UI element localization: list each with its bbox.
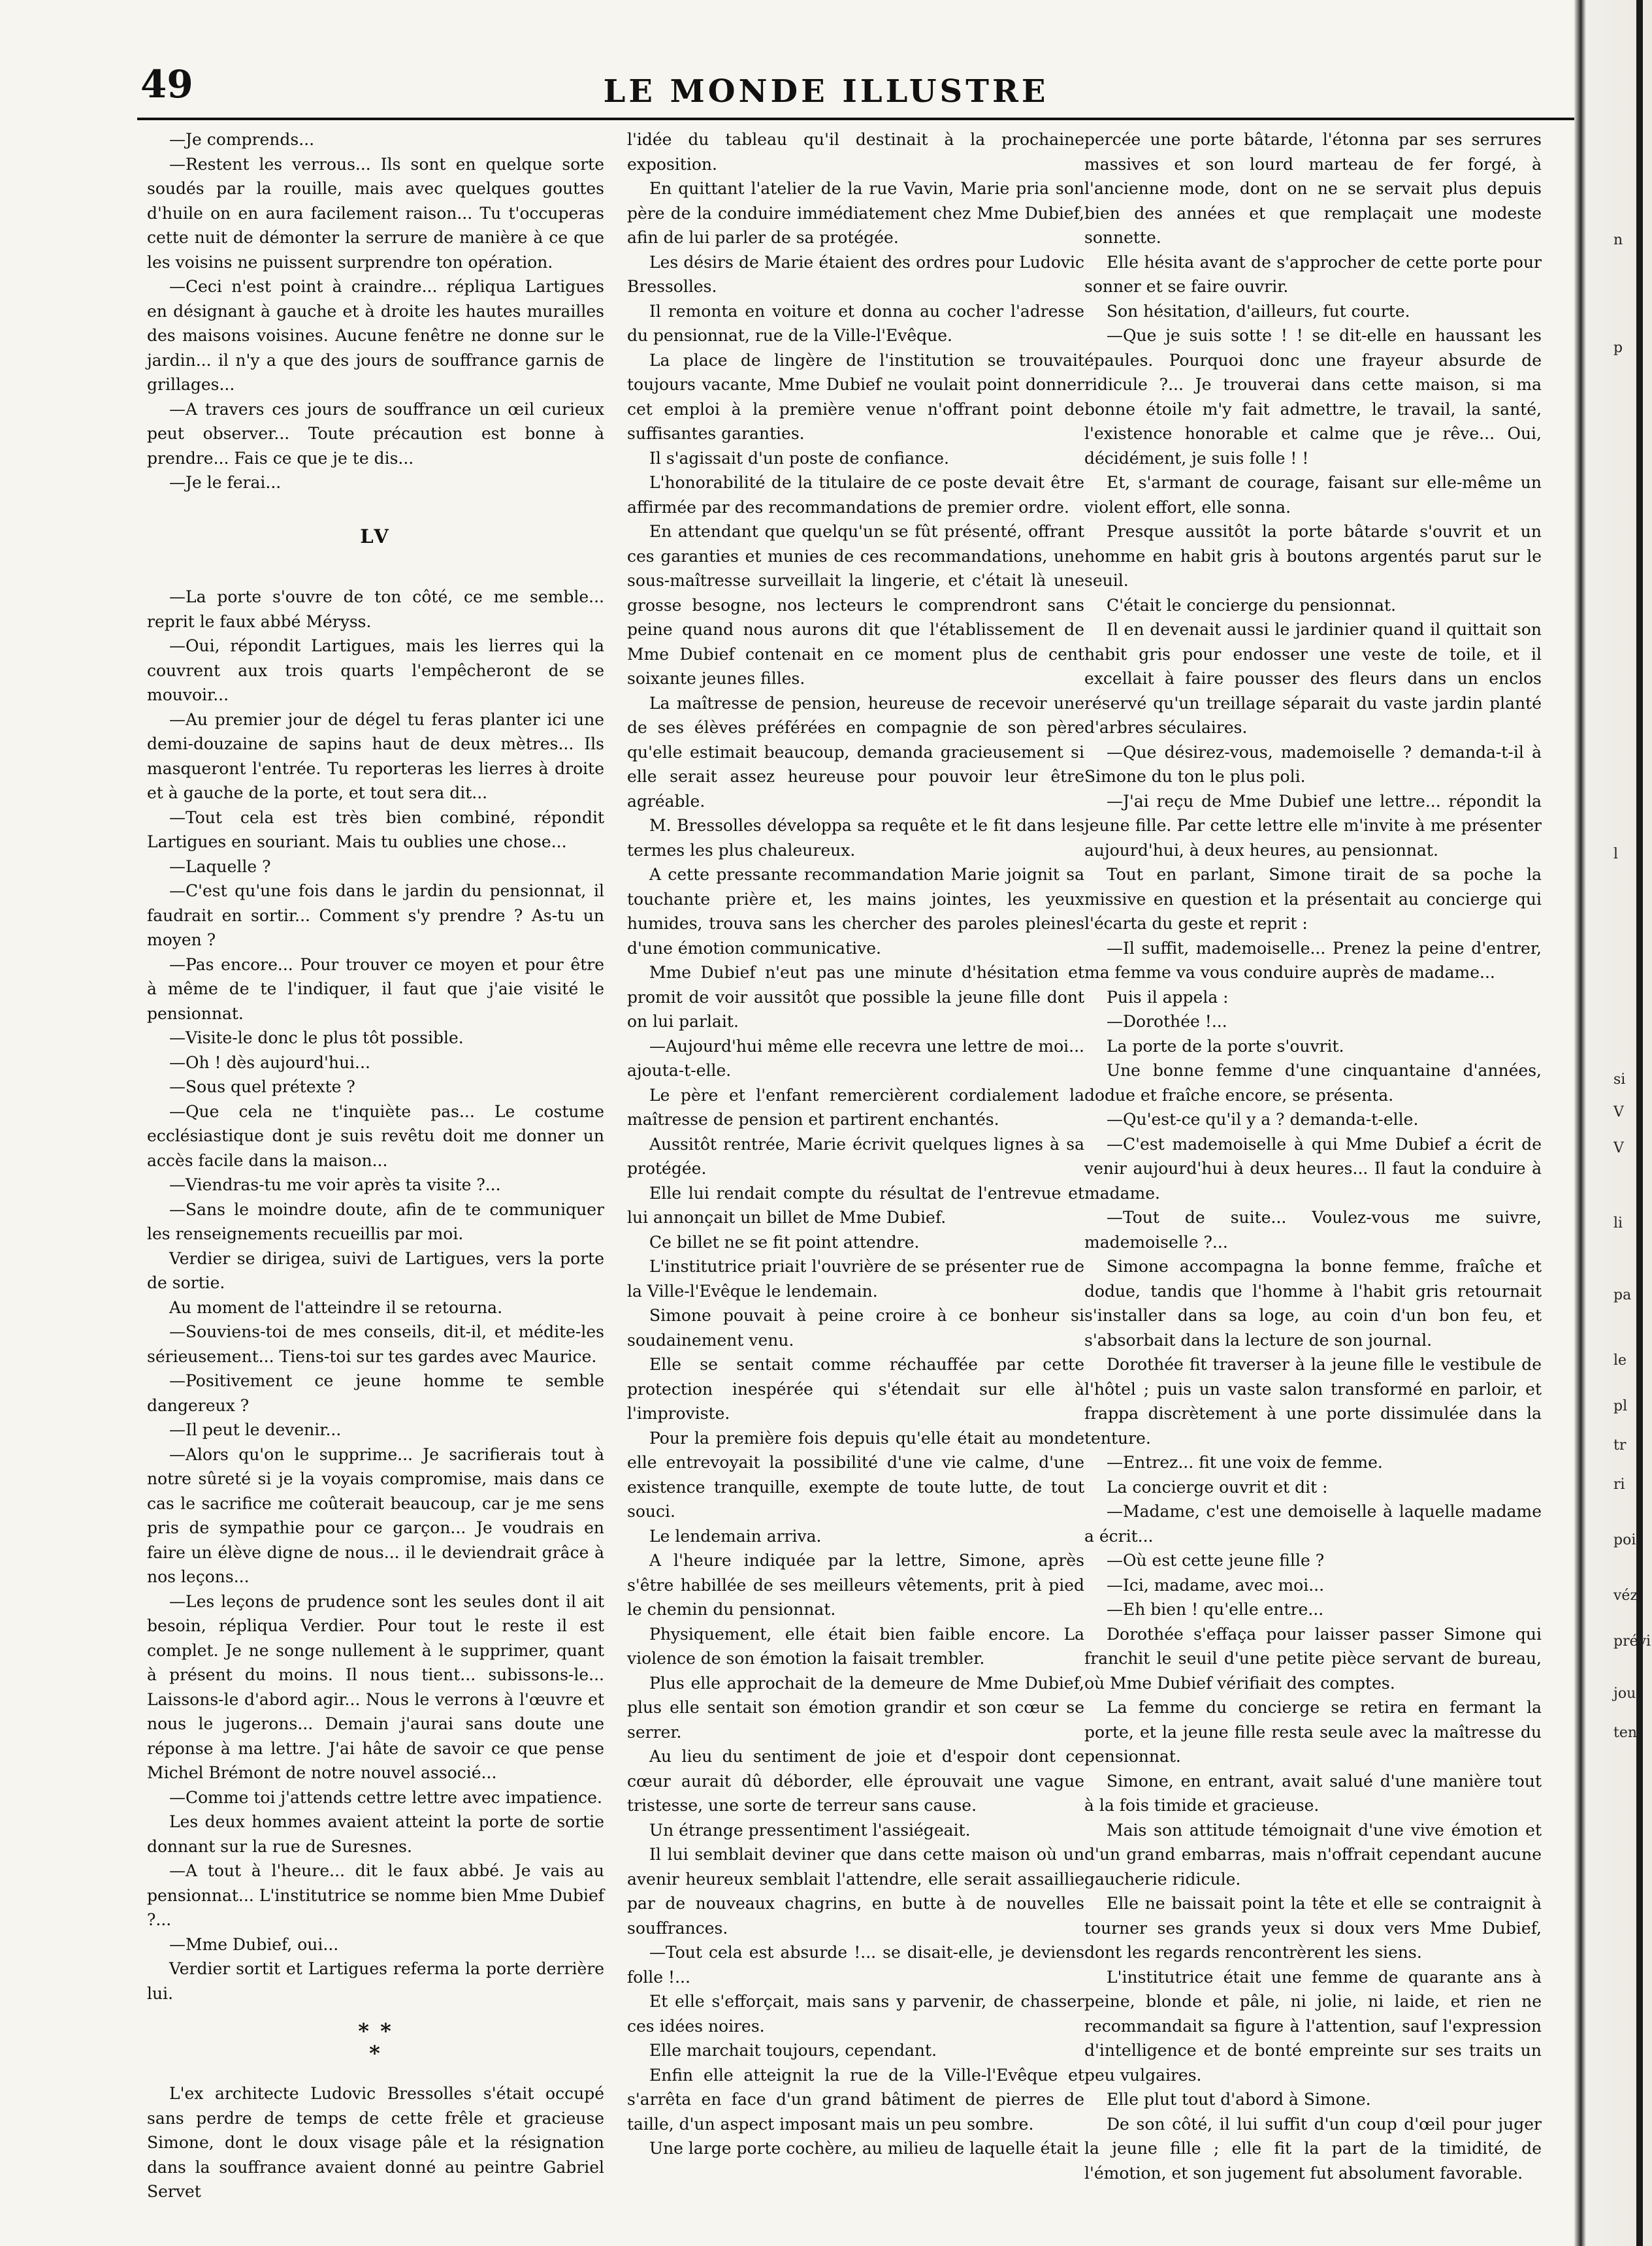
column-3 bbox=[1084, 127, 1542, 2185]
edge-fragment: jou bbox=[1613, 1685, 1636, 1702]
paragraph: —Tout cela est très bien combiné, répondit Lartigues en souriant. Mais tu oublies une chose... bbox=[147, 807, 604, 851]
paragraph: Son hésitation, d'ailleurs, fut courte. bbox=[1107, 301, 1410, 321]
edge-fragment: V bbox=[1613, 1104, 1624, 1120]
paragraph: Elle se sentait comme réchauffée par cette protection inespérée qui s'étendait sur elle à l'improviste. bbox=[627, 1355, 1084, 1423]
edge-fragment: p bbox=[1613, 340, 1623, 356]
paragraph: Dorothée s'effaça pour laisser passer Simone qui franchit le seuil d'une petite pièce servant de bureau, où Mme Dubief vérifiait des comptes. bbox=[1084, 1624, 1542, 1693]
paragraph: Il en devenait aussi le jardinier quand il quittait son habit gris pour endosser une veste de toile, et il excellait à faire pousser des fleurs dans un enclos réservé qu'un treillage séparait du vaste jardin planté d'arbres séculaires. bbox=[1084, 620, 1542, 737]
paragraph: L'institutrice priait l'ouvrière de se présenter rue de la Ville-l'Evêque le lendemain. bbox=[627, 1257, 1084, 1301]
paragraph: Le père et l'enfant remercièrent cordialement la maîtresse de pension et partirent enchantés. bbox=[627, 1085, 1084, 1129]
paragraph: Elle marchait toujours, cependant. bbox=[649, 2041, 937, 2060]
edge-fragment: pa bbox=[1613, 1287, 1632, 1303]
edge-fragment: poi bbox=[1613, 1532, 1636, 1548]
column-1 bbox=[147, 127, 604, 2204]
paragraph: Il remonta en voiture et donna au cocher l'adresse du pensionnat, rue de la Ville-l'Evêque. bbox=[627, 301, 1084, 345]
paragraph: Simone accompagna la bonne femme, fraîche et dodue, tandis que l'homme à l'habit gris retournait s'installer dans sa loge, au coin d'un bon feu, et s'absorbait dans la lecture de son journal. bbox=[1084, 1257, 1542, 1350]
paragraph: —Où est cette jeune fille ? bbox=[1107, 1551, 1325, 1570]
paragraph: Ce billet ne se fit point attendre. bbox=[649, 1232, 920, 1252]
paragraph: l'idée du tableau qu'il destinait à la prochaine exposition. bbox=[627, 130, 1084, 174]
paragraph: —C'est qu'une fois dans le jardin du pensionnat, il faudrait en sortir... Comment s'y prendre ? As-tu un moyen ? bbox=[147, 881, 604, 949]
paragraph: Simone, en entrant, avait salué d'une manière tout à la fois timide et gracieuse. bbox=[1084, 1771, 1542, 1815]
paragraph: —Sous quel prétexte ? bbox=[169, 1077, 355, 1096]
edge-fragment: ten bbox=[1613, 1725, 1638, 1741]
edge-fragment: prévi bbox=[1613, 1633, 1651, 1650]
paragraph: Et, s'armant de courage, faisant sur elle-même un violent effort, elle sonna. bbox=[1084, 473, 1542, 517]
paragraph: —Restent les verrous... Ils sont en quelque sorte soudés par la rouille, mais avec quelques gouttes d'huile on en aura facilement raison... Tu t'occuperas cette nuit de démonter la serrure de manière à ce que les voisins ne puissent surprendre ton opération. bbox=[147, 154, 604, 272]
edge-fragment: ri bbox=[1613, 1476, 1625, 1493]
paragraph: Puis il appela : bbox=[1107, 987, 1229, 1007]
paragraph: —Positivement ce jeune homme te semble dangereux ? bbox=[147, 1371, 604, 1415]
paragraph: Une large porte cochère, au milieu de laquelle était bbox=[649, 2139, 1078, 2158]
paragraph: —Qu'est-ce qu'il y a ? demanda-t-elle. bbox=[1107, 1110, 1419, 1129]
edge-fragment: tr bbox=[1613, 1437, 1627, 1454]
binding-shadow bbox=[1636, 0, 1643, 2246]
paragraph: Les deux hommes avaient atteint la porte de sortie donnant sur la rue de Suresnes. bbox=[147, 1812, 604, 1856]
paragraph: A l'heure indiquée par la lettre, Simone, après s'être habillée de ses meilleurs vêtements, prit à pied le chemin du pensionnat. bbox=[627, 1551, 1084, 1619]
paragraph: Au moment de l'atteindre il se retourna. bbox=[169, 1297, 503, 1317]
paragraph: Verdier sortit et Lartigues referma la porte derrière lui. bbox=[147, 1959, 604, 2003]
paragraph: Il lui semblait deviner que dans cette maison où un avenir heureux semblait l'attendre, elle serait assaillie par de nouveaux chagrins, en butte à de nouvelles souffrances. bbox=[627, 1845, 1084, 1938]
paragraph: —Madame, c'est une demoiselle à laquelle madame a écrit... bbox=[1084, 1502, 1542, 1546]
paragraph: —Pas encore... Pour trouver ce moyen et pour être à même de te l'indiquer, il faut que j'aie visité le pensionnat. bbox=[147, 954, 604, 1023]
paragraph: —Alors qu'on le supprime... Je sacrifierais tout à notre sûreté si je la voyais compromise, mais dans ce cas le sacrifice me coûterait beaucoup, car je me sens pris de sympathie pour ce garçon... Je voudrais en faire un élève digne de nous... il le deviendrait grâce à nos leçons... bbox=[147, 1444, 604, 1586]
paragraph: —J'ai reçu de Mme Dubief une lettre... répondit la jeune fille. Par cette lettre elle m'invite à me présenter aujourd'hui, à deux heures, au pensionnat. bbox=[1084, 791, 1542, 860]
paragraph: —Comme toi j'attends cettre lettre avec impatience. bbox=[169, 1787, 602, 1807]
paragraph: Une bonne femme d'une cinquantaine d'années, dodue et fraîche encore, se présenta. bbox=[1084, 1061, 1542, 1105]
paragraph: —Oh ! dès aujourd'hui... bbox=[169, 1052, 370, 1072]
paragraph: De son côté, il lui suffit d'un coup d'œil pour juger la jeune fille ; elle fit la part de la timidité, de l'émotion, et son jugement fut absolument favorable. bbox=[1084, 2114, 1542, 2183]
paragraph: —C'est mademoiselle à qui Mme Dubief a écrit de venir aujourd'hui à deux heures... Il faut la conduire à madame. bbox=[1084, 1134, 1542, 1203]
paragraph: La porte de la porte s'ouvrit. bbox=[1107, 1036, 1344, 1056]
paragraph: —Souviens-toi de mes conseils, dit-il, et médite-les sérieusement... Tiens-toi sur tes gardes avec Maurice. bbox=[147, 1322, 604, 1366]
paragraph: Dorothée fit traverser à la jeune fille le vestibule de l'hôtel ; puis un vaste salon transformé en parloir, et frappa discrètement à une porte dissimulée dans la tenture. bbox=[1084, 1355, 1542, 1448]
paragraph: Un étrange pressentiment l'assiégeait. bbox=[649, 1820, 971, 1840]
adjacent-page-edge bbox=[1574, 0, 1652, 2246]
chapter-heading: LV bbox=[360, 525, 391, 547]
paragraph: Elle lui rendait compte du résultat de l'entrevue et lui annonçait un billet de Mme Dubief. bbox=[627, 1183, 1084, 1227]
paragraph: —Tout cela est absurde !... se disait-elle, je deviens folle !... bbox=[627, 1943, 1084, 1987]
edge-fragment: n bbox=[1613, 232, 1623, 248]
paragraph: Physiquement, elle était bien faible encore. La violence de son émotion la faisait trembler. bbox=[627, 1624, 1084, 1668]
paragraph: —Sans le moindre doute, afin de te communiquer les renseignements recueillis par moi. bbox=[147, 1199, 604, 1243]
paragraph: Mais son attitude témoignait d'une vive émotion et d'un grand embarras, mais n'offrait cependant aucune gaucherie ridicule. bbox=[1084, 1820, 1542, 1889]
paragraph: Aussitôt rentrée, Marie écrivit quelques lignes à sa protégée. bbox=[627, 1134, 1084, 1178]
edge-fragment: le bbox=[1613, 1352, 1627, 1369]
paragraph: En quittant l'atelier de la rue Vavin, Marie pria son père de la conduire immédiatement chez Mme Dubief, afin de lui parler de sa protégée. bbox=[627, 179, 1084, 247]
paragraph: En attendant que quelqu'un se fût présenté, offrant ces garanties et munies de ces recommandations, une sous-maîtresse surveillait la lingerie, et c'était là une grosse besogne, nos lecteurs le comprendront sans peine quand nous aurons dit que l'établissement de Mme Dubief contenait en ce moment plus de cent soixante jeunes filles. bbox=[627, 522, 1084, 688]
paragraph: Elle hésita avant de s'approcher de cette porte pour sonner et se faire ouvrir. bbox=[1084, 252, 1542, 296]
column-2 bbox=[627, 127, 1084, 2161]
paragraph: La place de lingère de l'institution se trouvait toujours vacante, Mme Dubief ne voulait point donner cet emploi à la première venue n'offrant point de suffisantes garanties. bbox=[627, 350, 1084, 443]
paragraph: —La porte s'ouvre de ton côté, ce me semble... reprit le faux abbé Méryss. bbox=[147, 587, 604, 631]
header-rule bbox=[137, 118, 1574, 120]
paragraph: Presque aussitôt la porte bâtarde s'ouvrit et un homme en habit gris à boutons argentés parut sur le seuil. bbox=[1084, 522, 1542, 590]
paragraph: —Aujourd'hui même elle recevra une lettre de moi... ajouta-t-elle. bbox=[627, 1036, 1084, 1080]
paragraph: La maîtresse de pension, heureuse de recevoir une de ses élèves préférées en compagnie de son père qu'elle estimait beaucoup, demanda gracieusement si elle serait assez heureuse pour pouvoir leur être agréable. bbox=[627, 693, 1084, 811]
paragraph: Il s'agissait d'un poste de confiance. bbox=[649, 448, 949, 468]
edge-fragment: véz bbox=[1613, 1587, 1638, 1604]
paragraph: —Je le ferai... bbox=[169, 473, 282, 492]
paragraph: La concierge ouvrit et dit : bbox=[1107, 1477, 1328, 1497]
paragraph: —Laquelle ? bbox=[169, 856, 271, 876]
paragraph: —Entrez... fit une voix de femme. bbox=[1107, 1453, 1383, 1472]
page-number: 49 bbox=[140, 62, 193, 106]
edge-fragment: pl bbox=[1613, 1398, 1628, 1414]
paragraph: Enfin elle atteignit la rue de la Ville-l'Evêque et s'arrêta en face d'un grand bâtiment de pierres de taille, d'un aspect imposant mais un peu sombre. bbox=[627, 2065, 1084, 2134]
paragraph: —Je comprends... bbox=[169, 130, 315, 149]
paragraph: —Au premier jour de dégel tu feras planter ici une demi-douzaine de sapins haut de deux mètres... Ils masqueront l'entrée. Tu reporteras les lierres à droite et à gauche de la porte, et tout sera dit... bbox=[147, 709, 604, 802]
paragraph: Le lendemain arriva. bbox=[649, 1526, 822, 1546]
paragraph: —Mme Dubief, oui... bbox=[169, 1934, 339, 1954]
paragraph: Elle plut tout d'abord à Simone. bbox=[1107, 2090, 1371, 2109]
edge-fragment: V bbox=[1613, 1140, 1624, 1156]
paragraph: —Que je suis sotte ! ! se dit-elle en haussant les épaules. Pourquoi donc une frayeur absurde de ridicule ?... Je trouverai dans cette maison, si ma bonne étoile m'y fait admettre, le travail, la santé, l'existence honorable et calme que je rêve... Oui, décidément, je suis folle ! ! bbox=[1084, 326, 1542, 468]
paragraph: Mme Dubief n'eut pas une minute d'hésitation et promit de voir aussitôt que possible la jeune fille dont on lui parlait. bbox=[627, 963, 1084, 1031]
paragraph: —Il suffit, mademoiselle... Prenez la peine d'entrer, ma femme va vous conduire auprès de madame... bbox=[1084, 938, 1542, 982]
paragraph: Et elle s'efforçait, mais sans y parvenir, de chasser ces idées noires. bbox=[627, 1992, 1084, 2036]
paragraph: percée une porte bâtarde, l'étonna par ses serrures massives et son lourd marteau de fer forgé, à l'ancienne mode, dont on ne se servait plus depuis bien des années et que remplaçait une modeste sonnette. bbox=[1084, 130, 1542, 247]
paragraph: Au lieu du sentiment de joie et d'espoir dont ce cœur aurait dû déborder, elle éprouvait une vague tristesse, une sorte de terreur sans cause. bbox=[627, 1747, 1084, 1815]
paragraph: La femme du concierge se retira en fermant la porte, et la jeune fille resta seule avec la maîtresse du pensionnat. bbox=[1084, 1698, 1542, 1766]
paragraph: C'était le concierge du pensionnat. bbox=[1107, 595, 1397, 615]
paragraph: —Il peut le devenir... bbox=[169, 1420, 342, 1439]
paragraph: —Ici, madame, avec moi... bbox=[1107, 1575, 1325, 1595]
paragraph: L'honorabilité de la titulaire de ce poste devait être affirmée par des recommandations de premier ordre. bbox=[627, 473, 1084, 517]
paragraph: Simone pouvait à peine croire à ce bonheur si soudainement venu. bbox=[627, 1306, 1084, 1350]
paragraph: M. Bressolles développa sa requête et le fit dans les termes les plus chaleureux. bbox=[627, 816, 1084, 860]
paragraph: Pour la première fois depuis qu'elle était au monde elle entrevoyait la possibilité d'une vie calme, d'une existence tranquille, exempte de toute lutte, de tout souci. bbox=[627, 1428, 1084, 1521]
paragraph: —Visite-le donc le plus tôt possible. bbox=[169, 1028, 464, 1047]
paragraph: —Les leçons de prudence sont les seules dont il ait besoin, répliqua Verdier. Pour tout le reste il est complet. Je ne songe nullement à le supprimer, quant à présent du moins. Il nous tient... subissons-le... Laissons-le d'abord agir... Nous le verrons à l'œuvre et nous le jugerons... Demain j'aurai sans doute une réponse à ma lettre. J'ai hâte de savoir ce que pense Michel Brémont de notre nouvel associé... bbox=[147, 1591, 604, 1782]
edge-fragment: li bbox=[1613, 1215, 1623, 1231]
edge-fragment: si bbox=[1613, 1071, 1626, 1088]
paragraph: Plus elle approchait de la demeure de Mme Dubief, plus elle sentait son émotion grandir et son cœur se serrer. bbox=[627, 1673, 1084, 1742]
paragraph: Verdier se dirigea, suivi de Lartigues, vers la porte de sortie. bbox=[147, 1248, 604, 1292]
paragraph: —Dorothée !... bbox=[1107, 1012, 1227, 1031]
paragraph: —Viendras-tu me voir après ta visite ?... bbox=[169, 1175, 501, 1194]
paragraph: —Que désirez-vous, mademoiselle ? demanda-t-il à Simone du ton le plus poli. bbox=[1084, 742, 1542, 786]
masthead: LE MONDE ILLUSTRE bbox=[603, 73, 1049, 110]
paragraph: A cette pressante recommandation Marie joignit sa touchante prière et, les mains jointes, les yeux humides, trouva sans les chercher des paroles pleines d'une émotion communicative. bbox=[627, 865, 1084, 958]
paragraph: —Oui, répondit Lartigues, mais les lierres qui la couvrent aux trois quarts l'empêcheront de se mouvoir... bbox=[147, 636, 604, 704]
paragraph: —Que cela ne t'inquiète pas... Le costume ecclésiastique dont je suis revêtu doit me donner un accès facile dans la maison... bbox=[147, 1101, 604, 1170]
paragraph: Elle ne baissait point la tête et elle se contraignit à tourner ses grands yeux si doux vers Mme Dubief, dont les regards rencontrèrent les siens. bbox=[1084, 1894, 1542, 1962]
paragraph: —Eh bien ! qu'elle entre... bbox=[1107, 1600, 1324, 1619]
paragraph: Les désirs de Marie étaient des ordres pour Ludovic Bressolles. bbox=[627, 252, 1084, 296]
paragraph: —A travers ces jours de souffrance un œil curieux peut observer... Toute précaution est bonne à prendre... Fais ce que je te dis... bbox=[147, 399, 604, 468]
paragraph: L'ex architecte Ludovic Bressolles s'était occupé sans perdre de temps de cette frêle et gracieuse Simone, dont le doux visage pâle et la résignation dans la souffrance avaient donné au peintre Gabriel Servet bbox=[147, 2084, 604, 2201]
edge-fragment: l bbox=[1613, 846, 1619, 862]
section-separator: * * * bbox=[358, 2019, 393, 2066]
paragraph: —Tout de suite... Voulez-vous me suivre, mademoiselle ?... bbox=[1084, 1208, 1542, 1252]
paragraph: —A tout à l'heure... dit le faux abbé. Je vais au pensionnat... L'institutrice se nomme bien Mme Dubief ?... bbox=[147, 1861, 604, 1929]
paragraph: L'institutrice était une femme de quarante ans à peine, blonde et pâle, ni jolie, ni laide, et rien ne recommandait sa figure à l'attention, sauf l'expression d'intelligence et de bonté empreinte sur ses traits un peu vulgaires. bbox=[1084, 1967, 1542, 2085]
paragraph: —Ceci n'est point à craindre... répliqua Lartigues en désignant à gauche et à droite les hautes murailles des maisons voisines. Aucune fenêtre ne donne sur le jardin... il n'y a que des jours de souffrance garnis de grillages... bbox=[147, 277, 604, 394]
paragraph: Tout en parlant, Simone tirait de sa poche la missive en question et la présentait au concierge qui l'écarta du geste et reprit : bbox=[1084, 865, 1542, 933]
